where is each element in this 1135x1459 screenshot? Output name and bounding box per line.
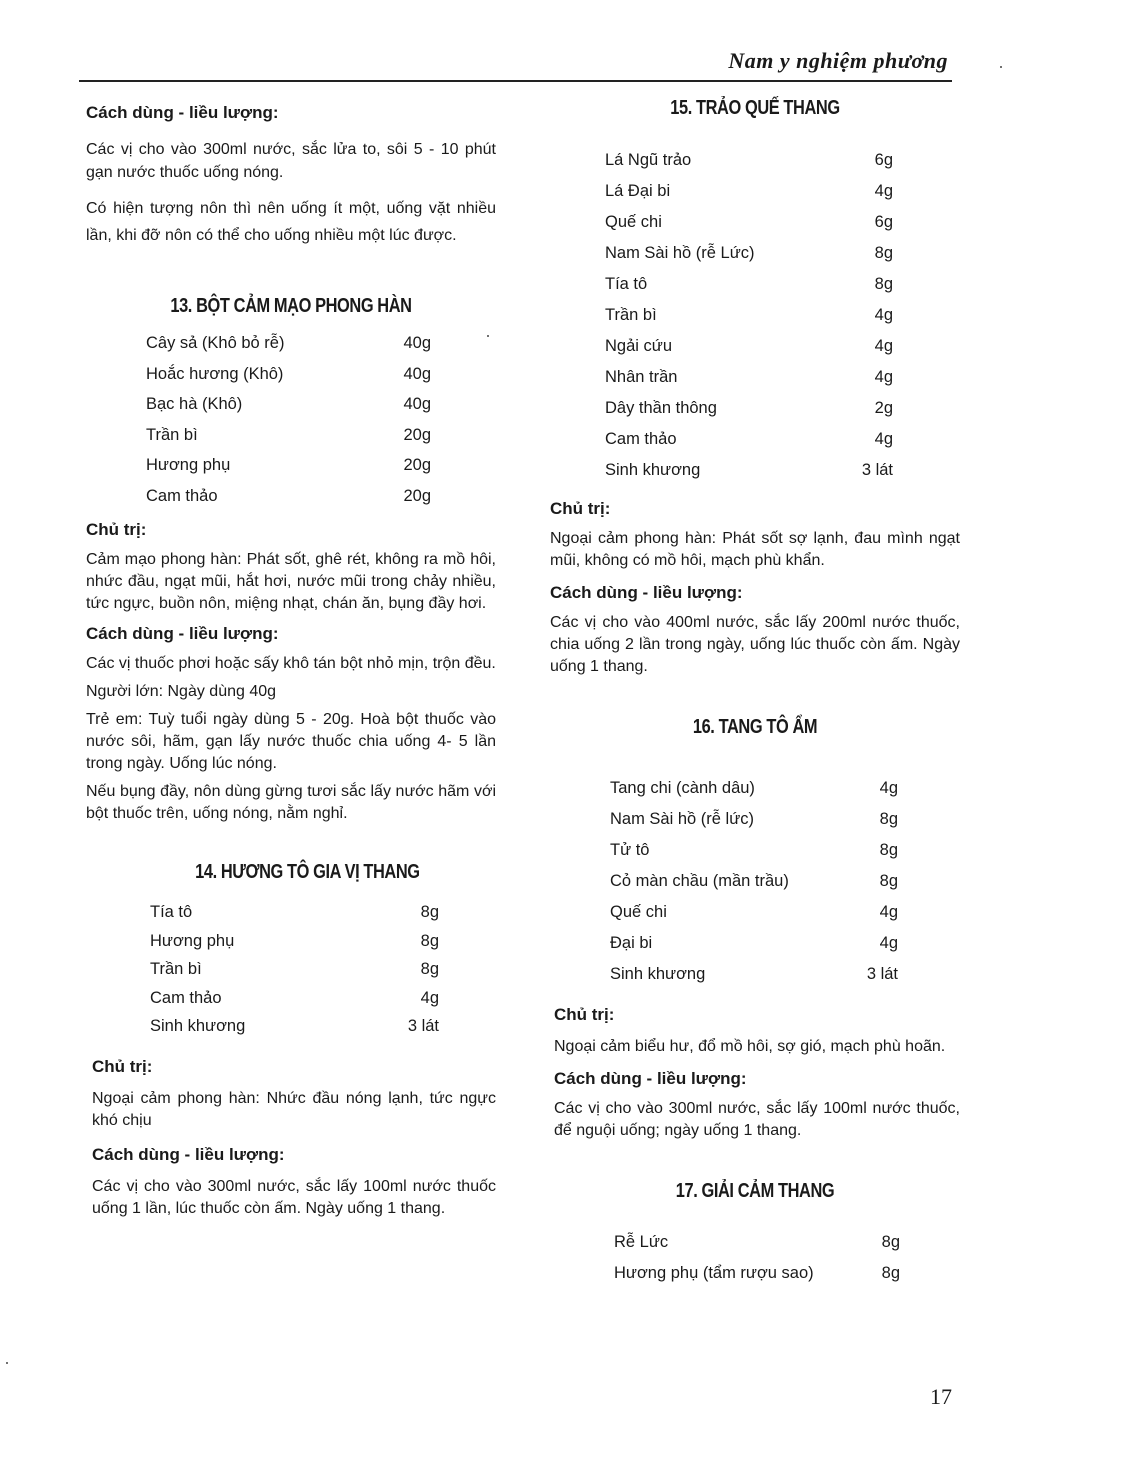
ingredient-qty: 8g [874,244,893,262]
ingredient-name: Bạc hà (Khô) [146,395,243,413]
ingredient-list [86,903,496,1046]
ingredient-row [550,430,960,461]
usage-paragraph: Có hiện tượng nôn thì nên uống ít một, uống vặt nhiều lần, khi đỡ nôn có thể cho uống nhiều một lúc được. [86,200,496,244]
ingredient-qty: 4g [879,779,898,797]
usage-label: Cách dùng - liều lượng: [86,103,279,122]
usage-label: Cách dùng - liều lượng: [92,1144,285,1164]
ingredient-row [550,182,960,213]
ingredient-name: Ngải cứu [605,337,672,355]
ingredient-qty: 4g [874,182,893,200]
ingredient-row [550,810,960,841]
ingredient-qty: 20g [403,456,431,474]
page-header [79,46,952,82]
ingredient-qty: 4g [420,988,439,1007]
ingredient-name: Hương phụ [150,931,235,950]
ingredient-row [550,151,960,182]
recipe-title: 13. BỘT CẢM MẠO PHONG HÀN [170,295,412,317]
ingredient-row [550,306,960,337]
ingredient-qty: 3 lát [407,1017,439,1035]
ingredient-name: Cam thảo [146,486,218,505]
ingredient-row [86,903,496,932]
ingredient-qty: 4g [874,337,893,355]
ingredient-name: Tía tô [605,275,648,293]
ingredient-row [86,932,496,961]
indication-text: Ngoại cảm phong hàn: Nhức đầu nóng lạnh, tức ngực khó chịu [92,1089,496,1129]
ingredient-qty: 8g [879,841,898,859]
ingredient-row [550,399,960,430]
ingredient-name: Hương phụ (tẩm rượu sao) [614,1264,814,1282]
ingredient-name: Dây thần thông [605,399,717,417]
ingredient-name: Quế chi [605,213,662,231]
ingredient-row [550,337,960,368]
ingredient-row [86,989,496,1018]
ingredient-qty: 40g [403,364,431,383]
ingredient-row [86,456,496,487]
ingredient-qty: 4g [874,430,893,448]
recipe-title: 16. TANG TÔ ẨM [692,716,818,738]
ingredient-row [550,965,960,996]
ingredient-name: Hoắc hương (Khô) [146,364,284,383]
ingredient-row [86,487,496,518]
ingredient-name: Hương phụ [146,456,231,474]
ingredient-name: Đại bi [610,934,653,952]
ingredient-name: Lá Ngũ trảo [605,151,692,169]
ingredient-name: Rễ Lức [614,1233,669,1251]
ingredient-row [550,934,960,965]
ingredient-qty: 2g [874,399,893,417]
ingredient-qty: 8g [420,903,439,921]
usage-paragraph: Nếu bụng đầy, nôn dùng gừng tươi sắc lấy nước hãm với bột thuốc trên, uống nóng, nằm nghỉ. [86,783,496,822]
ingredient-row [550,779,960,810]
recipe-14 [86,861,496,1220]
ingredient-list [550,779,960,996]
usage-paragraph: Các vị thuốc phơi hoặc sấy khô tán bột nhỏ mịn, trộn đều. [86,655,496,672]
ingredient-name: Lá Đại bi [605,182,671,200]
running-title: Nam y nghiệm phương [728,48,948,73]
ingredient-row [550,841,960,872]
ingredient-qty: 3 lát [866,965,898,983]
ingredient-row [86,365,496,396]
ingredient-qty: 8g [420,960,439,978]
ingredient-list [86,334,496,517]
ingredient-name: Sinh khương [605,461,701,479]
ingredient-qty: 4g [879,934,898,952]
ingredient-qty: 4g [874,306,893,324]
ingredient-qty: 20g [403,425,431,444]
usage-label: Cách dùng - liều lượng: [554,1069,747,1088]
ingredient-row [86,426,496,457]
recipe-title: 15. TRẢO QUẾ THANG [670,97,840,119]
ingredient-qty: 40g [403,395,431,413]
usage-label: Cách dùng - liều lượng: [550,583,743,602]
ingredient-qty: 8g [879,810,898,828]
ingredient-qty: 20g [403,486,431,505]
ingredient-qty: 4g [879,903,898,921]
ingredient-qty: 8g [881,1233,900,1251]
ingredient-row [86,334,496,365]
ingredient-qty: 8g [879,872,898,890]
ingredient-row [550,213,960,244]
ingredient-name: Nhân trần [605,368,678,386]
usage-paragraph: Các vị cho vào 300ml nước, sắc lửa to, sôi 5 - 10 phút gạn nước thuốc uống nóng. [86,141,496,181]
page-number: 17 [930,1384,952,1409]
ingredient-row [86,395,496,426]
ingredient-row [550,244,960,275]
ingredient-name: Cỏ màn chầu (mần trầu) [610,872,789,890]
ingredient-list [550,151,960,492]
ingredient-qty: 4g [874,368,893,386]
left-column [86,92,496,1220]
indication-text: Ngoại cảm phong hàn: Phát sốt sợ lạnh, đau mình ngạt mũi, không có mồ hôi, mạch phù khẩn. [550,530,960,569]
ingredient-qty: 40g [403,334,431,352]
ingredient-name: Tang chi (cành dâu) [610,779,755,797]
ingredient-row [86,1017,496,1046]
indication-text: Cảm mạo phong hàn: Phát sốt, ghê rét, không ra mồ hôi, nhức đầu, ngạt mũi, hắt hơi, nước mũi trong chảy nhiều, tức ngực, buồn nôn, miệng nhạt, chán ăn, bụng đầy hơi. [86,551,496,612]
ingredient-name: Trần bì [146,425,198,444]
ingredient-qty: 8g [874,275,893,293]
indication-label: Chủ trị: [92,1056,153,1076]
ingredient-row [550,872,960,903]
ingredient-name: Nam Sài hồ (rễ lức) [610,810,754,828]
ingredient-name: Nam Sài hồ (rễ Lức) [605,244,755,262]
ingredient-row [550,461,960,492]
usage-paragraph: Trẻ em: Tuỳ tuổi ngày dùng 5 - 20g. Hoà bột thuốc vào nước sôi, hãm, gạn lấy nước thuốc chia uống 4- 5 lần trong ngày. Uống lúc nóng. [86,711,496,772]
ingredient-qty: 8g [881,1264,900,1282]
recipe-12-tail [86,102,496,249]
ingredient-name: Quế chi [610,903,667,921]
scan-speck [1000,66,1002,68]
ingredient-row [550,275,960,306]
ingredient-row [550,903,960,934]
usage-paragraph: Các vị cho vào 300ml nước, sắc lấy 100ml nước thuốc uống 1 lần, lúc thuốc còn ấm. Ngày uống 1 thang. [92,1177,496,1217]
ingredient-name: Tía tô [150,903,193,921]
ingredient-name: Cây sả (Khô bỏ rễ) [146,334,285,352]
scan-speck [487,335,489,337]
right-column [550,92,960,1295]
ingredient-qty: 3 lát [861,461,893,479]
ingredient-list [550,1233,960,1295]
usage-label: Cách dùng - liều lượng: [86,624,279,643]
ingredient-row [550,1233,960,1264]
indication-label: Chủ trị: [554,1005,615,1024]
indication-label: Chủ trị: [550,499,611,518]
usage-paragraph: Người lớn: Ngày dùng 40g [86,683,277,700]
scan-speck [6,1362,8,1364]
recipe-title: 17. GIẢI CẢM THANG [675,1180,835,1202]
ingredient-name: Trần bì [605,306,657,324]
ingredient-name: Trần bì [150,960,202,978]
recipe-16 [550,716,960,1142]
ingredient-name: Cam thảo [605,430,677,448]
indication-text: Ngoại cảm biểu hư, đổ mồ hôi, sợ gió, mạch phù hoãn. [554,1038,946,1055]
ingredient-name: Sinh khương [150,1017,246,1035]
usage-paragraph: Các vị cho vào 400ml nước, sắc lấy 200ml nước thuốc, chia uống 2 lần trong ngày, uống lúc thuốc còn ấm. Ngày uống 1 thang. [550,614,960,675]
ingredient-name: Cam thảo [150,988,222,1007]
ingredient-qty: 6g [874,151,893,169]
indication-label: Chủ trị: [86,520,147,539]
ingredient-qty: 6g [874,213,893,231]
ingredient-row [550,368,960,399]
recipe-15 [550,97,960,678]
ingredient-row [86,960,496,989]
recipe-title: 14. HƯƠNG TÔ GIA VỊ THANG [195,861,420,883]
recipe-13 [86,295,496,825]
ingredient-name: Tử tô [610,841,650,859]
recipe-17 [550,1180,960,1295]
ingredient-qty: 8g [420,931,439,950]
ingredient-name: Sinh khương [610,965,706,983]
ingredient-row [550,1264,960,1295]
usage-paragraph: Các vị cho vào 300ml nước, sắc lấy 100ml nước thuốc, để nguội uống; ngày uống 1 thang. [554,1100,960,1139]
